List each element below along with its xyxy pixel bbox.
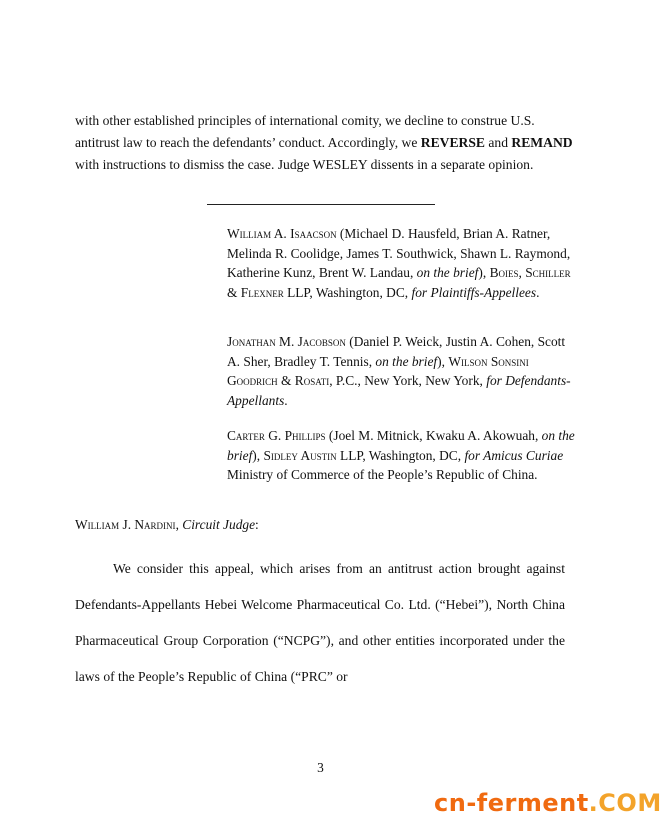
counsel-block-plaintiffs (227, 224, 577, 302)
counsel-lead-name: Jonathan M. Jacobson (227, 334, 346, 349)
counsel-block-amicus (227, 426, 577, 485)
counsel-text: ), (252, 447, 264, 463)
judge-title: Circuit Judge (182, 517, 256, 532)
counsel-text: ), (478, 265, 490, 280)
party-role: for Plaintiffs-Appellees (411, 284, 537, 300)
counsel-text: . (536, 284, 540, 300)
judge-colon: : (255, 517, 259, 532)
counsel-text: Ministry of Commerce of the People’s Republic of China. (227, 467, 538, 482)
law-firm-name: Boies, Schiller & Flexner (227, 265, 571, 300)
law-firm-name: Wilson Sonsini Goodrich & Rosati (227, 353, 529, 388)
watermark-tld: COM (598, 789, 662, 817)
remand-term: REMAND (511, 135, 573, 150)
intro-text-part: and (484, 135, 512, 150)
counsel-text: (Daniel P. Weick, Justin A. Cohen, Scott A. Sher, Bradley T. Tennis, (227, 334, 566, 369)
section-divider (207, 204, 435, 205)
counsel-lead-name: Carter G. Phillips (227, 428, 326, 443)
intro-text-part: with other established principles of international comity, we decline to construe U.S. antitrust law to reach the defendants’ conduct. Accordingly, we (75, 113, 535, 150)
counsel-text: LLP, Washington, DC, (336, 447, 465, 463)
judge-separator: , (175, 517, 183, 532)
opinion-paragraph: We consider this appeal, which arises from an antitrust action brought against Defendants-Appellants Hebei Welcome Pharmaceutical Co. Ltd. (“Hebei”), North China Pharmaceutical Group Corporation (“NCPG”), and other entities incorporated under the laws of the People’s Republic of China (“PRC” or (75, 561, 565, 684)
watermark-name: cn-ferment (434, 789, 589, 817)
counsel-block-defendants (227, 332, 577, 410)
counsel-lead-name: William A. Isaacson (227, 226, 337, 241)
intro-text (75, 110, 575, 176)
on-the-brief: on the brief (375, 353, 438, 369)
site-watermark (434, 789, 662, 817)
party-role: for Amicus Curiae (464, 447, 564, 463)
law-firm-name: Sidley Austin (263, 447, 337, 463)
counsel-text: (Joel M. Mitnick, Kwaku A. Akowuah, (325, 428, 542, 443)
intro-paragraph (75, 110, 575, 176)
opinion-body (75, 551, 565, 695)
counsel-text: , P.C., New York, New York, (329, 373, 487, 388)
on-the-brief: on the brief (416, 265, 479, 280)
counsel-text: ), (437, 353, 449, 369)
counsel-text: LLP, Washington, DC, (283, 284, 412, 300)
counsel-text: (Michael D. Hausfeld, Brian A. Ratner, Melinda R. Coolidge, James T. Southwick, Shawn L. Raymond, Katherine Kunz, Brent W. Landau, (227, 226, 571, 280)
on-the-brief: on the brief (227, 428, 575, 463)
judge-name: William J. Nardini (75, 517, 176, 532)
authoring-judge (75, 515, 259, 534)
party-role: for Defendants-Appellants (227, 373, 571, 408)
watermark-dot: . (588, 789, 599, 817)
reverse-term: REVERSE (420, 135, 485, 150)
intro-text-part: with instructions to dismiss the case. Judge WESLEY dissents in a separate opinion. (75, 157, 534, 172)
counsel-text: . (284, 392, 288, 408)
page-number: 3 (317, 760, 324, 775)
